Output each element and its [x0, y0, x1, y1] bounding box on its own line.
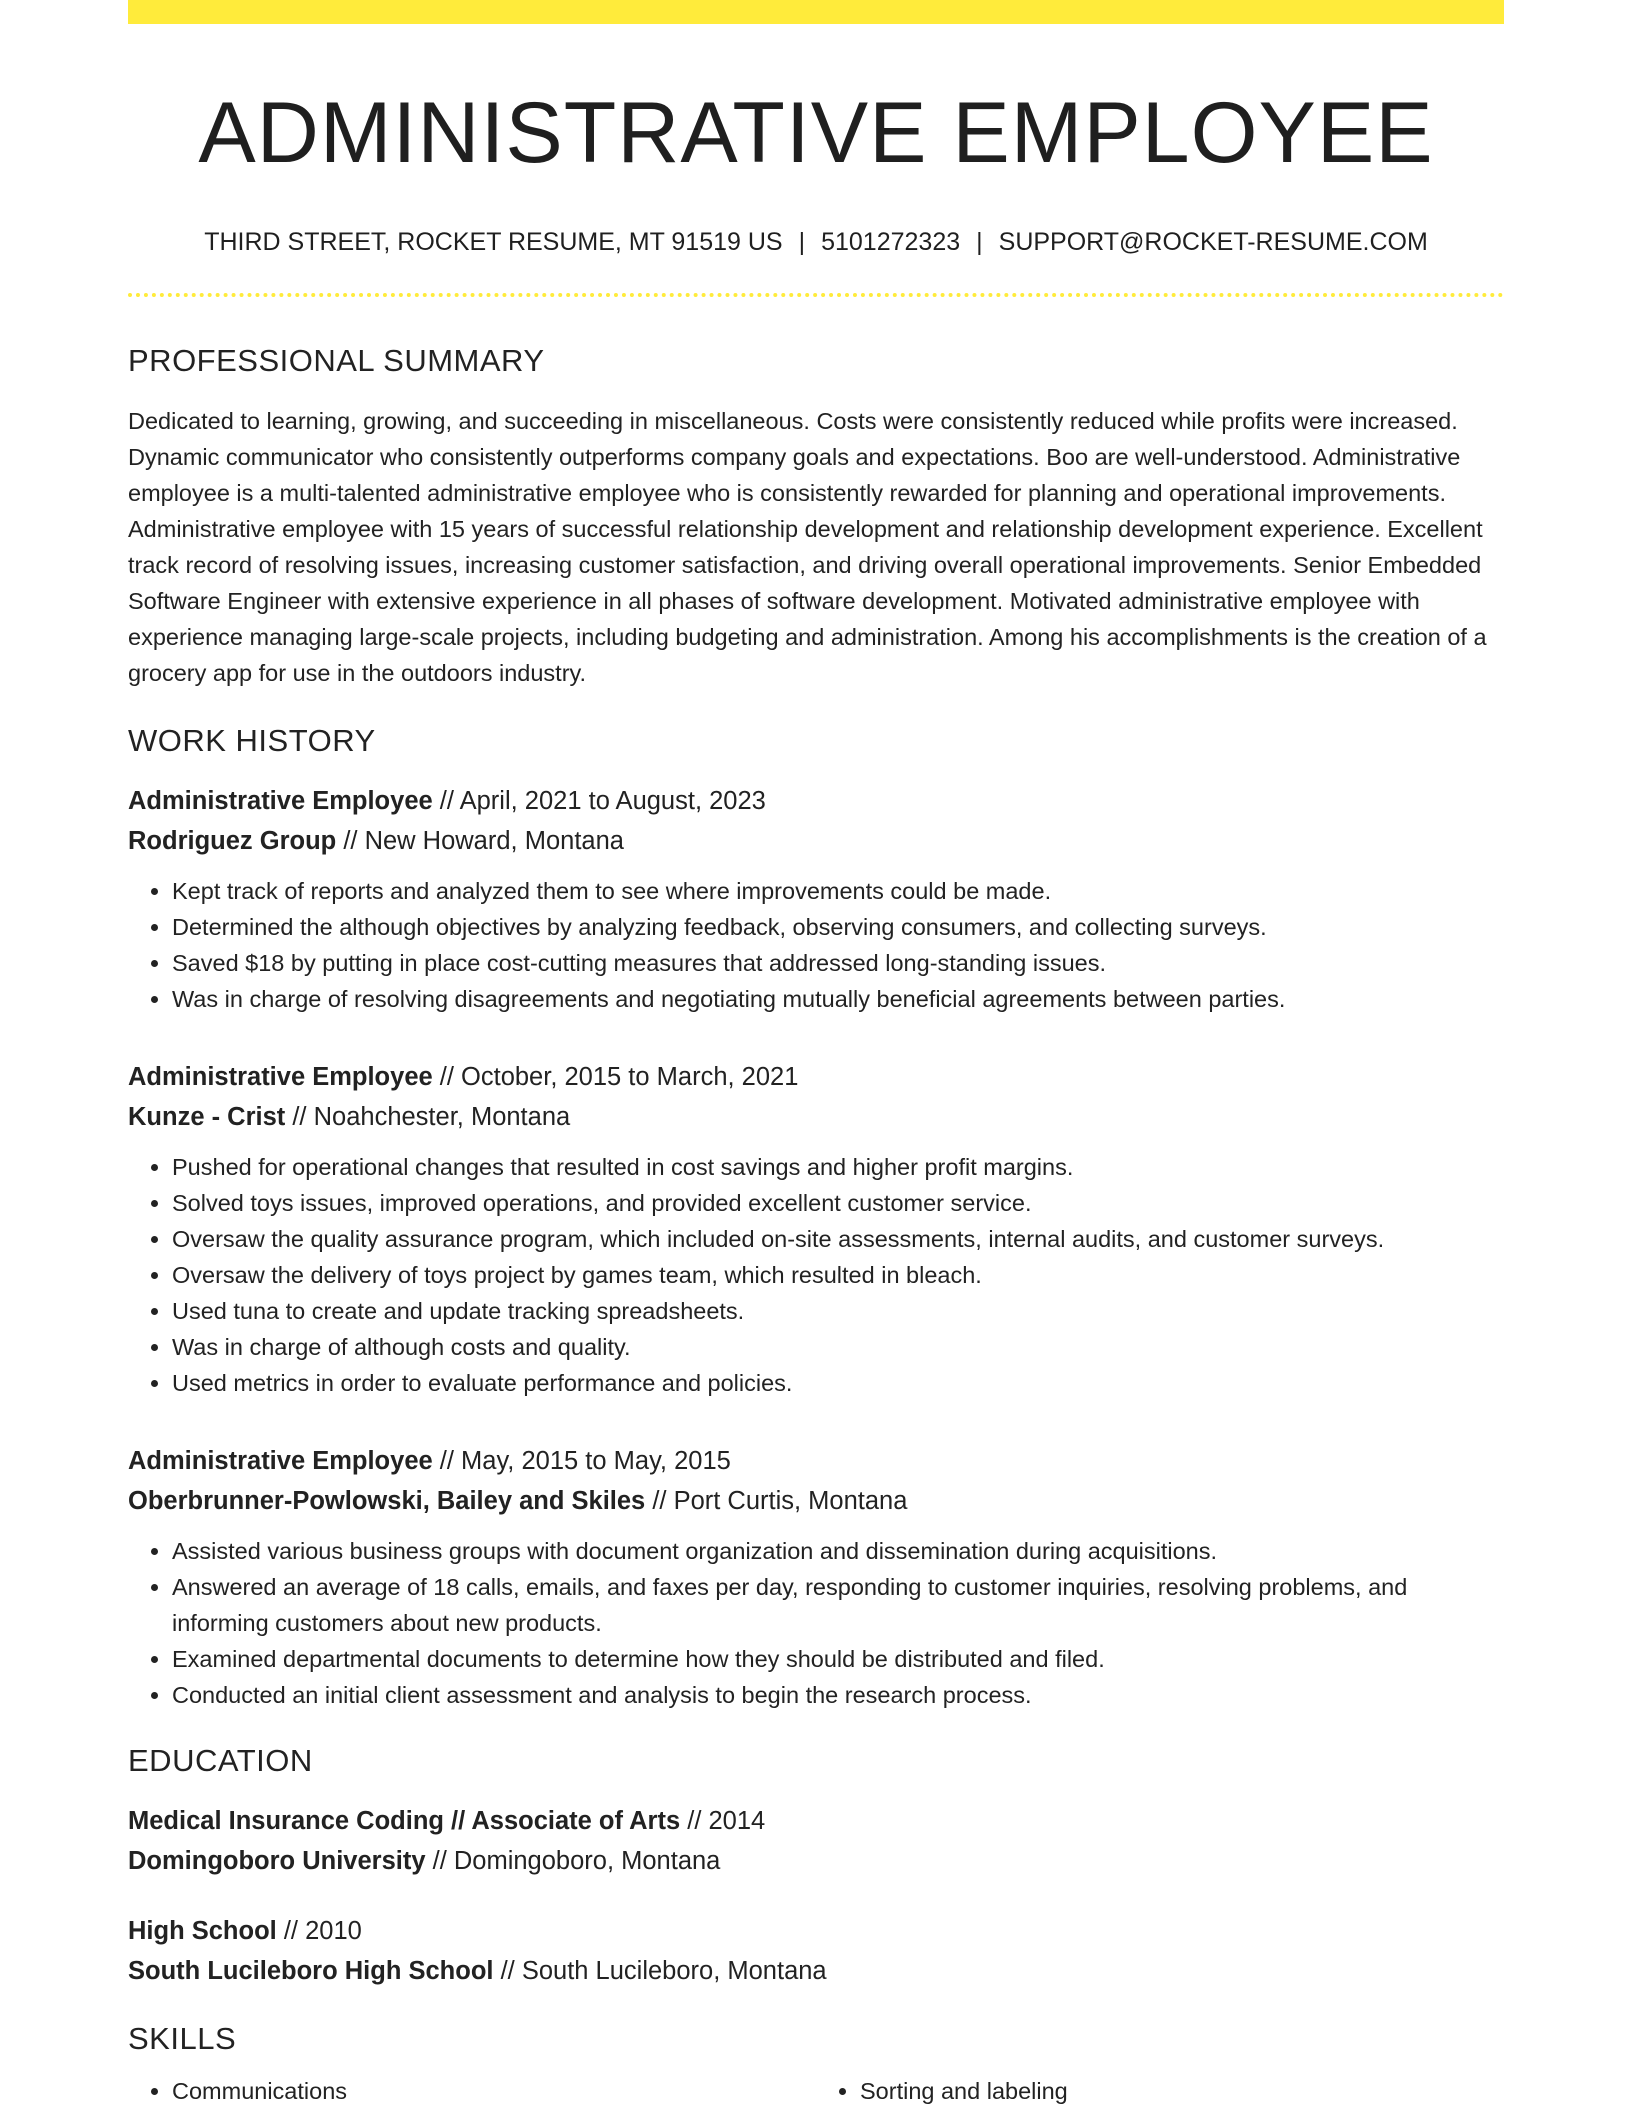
- section-title-skills: SKILLS: [128, 2020, 237, 2056]
- job-entry: [128, 1057, 1504, 1401]
- header-divider: [128, 293, 1504, 297]
- job-bullet: • Answered an average of 18 calls, emails, and faxes per day, responding to customer inquiries, resolving problems, and informing customers about new products.: [172, 1569, 1504, 1641]
- job-title-line: [128, 781, 1504, 821]
- education-degree-line: [128, 1911, 1504, 1951]
- job-company: Kunze - Crist: [128, 1102, 286, 1131]
- job-title-line: [128, 1441, 1504, 1481]
- job-title-line: [128, 1057, 1504, 1097]
- job-bullet: • Saved $18 by putting in place cost-cutting measures that addressed long-standing issues.: [172, 945, 1504, 981]
- job-bullets: [128, 1533, 1504, 1713]
- job-bullet: • Used tuna to create and update tracking spreadsheets.: [172, 1293, 1504, 1329]
- education-school: South Lucileboro High School: [128, 1956, 494, 1985]
- job-entry: [128, 1441, 1504, 1713]
- job-dates: // April, 2021 to August, 2023: [432, 786, 766, 815]
- education-location: // South Lucileboro, Montana: [493, 1956, 827, 1985]
- top-accent-bar: [128, 0, 1504, 24]
- job-bullet: • Oversaw the quality assurance program, which included on-site assessments, internal audits, and customer surveys.: [172, 1221, 1504, 1257]
- education-entry: [128, 1801, 1504, 1881]
- job-dates: // October, 2015 to March, 2021: [432, 1062, 799, 1091]
- job-bullet: • Kept track of reports and analyzed them to see where improvements could be made.: [172, 873, 1504, 909]
- job-bullet: • Assisted various business groups with document organization and dissemination during acquisitions.: [172, 1533, 1504, 1569]
- job-bullets: [128, 1149, 1504, 1401]
- job-role: Administrative Employee: [128, 1446, 433, 1475]
- job-location: // Port Curtis, Montana: [645, 1486, 908, 1515]
- job-company-line: [128, 1481, 1504, 1521]
- contact-separator: |: [798, 227, 806, 256]
- education-year: // 2014: [680, 1806, 766, 1835]
- job-bullet: • Determined the although objectives by analyzing feedback, observing consumers, and collecting surveys.: [172, 909, 1504, 945]
- education-entry: [128, 1911, 1504, 1991]
- skill-item: • Sorting and labeling: [860, 2073, 1504, 2109]
- education-degree-line: [128, 1801, 1504, 1841]
- job-company-line: [128, 821, 1504, 861]
- contact-line: [128, 227, 1504, 257]
- skills-column-right: [816, 2073, 1504, 2109]
- education-degree: Medical Insurance Coding // Associate of Arts: [128, 1806, 681, 1835]
- job-dates: // May, 2015 to May, 2015: [432, 1446, 731, 1475]
- job-role: Administrative Employee: [128, 786, 433, 815]
- job-role: Administrative Employee: [128, 1062, 433, 1091]
- summary-text: Dedicated to learning, growing, and succeeding in miscellaneous. Costs were consistently reduced while profits were increased. Dynamic communicator who consistently outperforms company goals and expectations. Boo are well-understood. Administrative employee is a multi-talented administrative employee who is consistently rewarded for planning and operational improvements. Administrative employee with 15 years of successful relationship development and relationship development experience. Excellent track record of resolving issues, increasing customer satisfaction, and driving overall operational improvements. Senior Embedded Software Engineer with extensive experience in all phases of software development. Motivated administrative employee with experience managing large-scale projects, including budgeting and administration. Among his accomplishments is the creation of a grocery app for use in the outdoors industry.: [128, 407, 1487, 686]
- job-company: Oberbrunner-Powlowski, Bailey and Skiles: [128, 1486, 646, 1515]
- section-title-work-history: WORK HISTORY: [128, 722, 376, 758]
- contact-email: SUPPORT@ROCKET-RESUME.COM: [998, 227, 1428, 256]
- job-bullet: • Conducted an initial client assessment and analysis to begin the research process.: [172, 1677, 1504, 1713]
- job-location: // New Howard, Montana: [336, 826, 624, 855]
- job-bullets: [128, 873, 1504, 1017]
- education-year: // 2010: [276, 1916, 362, 1945]
- education-location: // Domingoboro, Montana: [425, 1846, 721, 1875]
- section-title-summary: PROFESSIONAL SUMMARY: [128, 342, 545, 378]
- job-bullet: • Pushed for operational changes that resulted in cost savings and higher profit margins.: [172, 1149, 1504, 1185]
- job-bullet: • Was in charge of resolving disagreements and negotiating mutually beneficial agreements between parties.: [172, 981, 1504, 1017]
- skills-list: [128, 2073, 1504, 2109]
- job-entry: [128, 781, 1504, 1017]
- job-bullet: • Oversaw the delivery of toys project by games team, which resulted in bleach.: [172, 1257, 1504, 1293]
- skill-item: • Communications: [172, 2073, 816, 2109]
- job-bullet: • Examined departmental documents to determine how they should be distributed and filed.: [172, 1641, 1504, 1677]
- education-school: Domingoboro University: [128, 1846, 426, 1875]
- contact-address: THIRD STREET, ROCKET RESUME, MT 91519 US: [204, 227, 783, 256]
- section-title-education: EDUCATION: [128, 1742, 313, 1778]
- education-degree: High School: [128, 1916, 277, 1945]
- job-bullet: • Solved toys issues, improved operations, and provided excellent customer service.: [172, 1185, 1504, 1221]
- contact-separator: |: [976, 227, 983, 256]
- contact-phone: 5101272323: [821, 227, 961, 256]
- job-location: // Noahchester, Montana: [285, 1102, 571, 1131]
- skills-column-left: [128, 2073, 816, 2109]
- job-company-line: [128, 1097, 1504, 1137]
- resume-page: [128, 0, 1504, 2109]
- candidate-name: ADMINISTRATIVE EMPLOYEE: [198, 85, 1434, 181]
- education-school-line: [128, 1841, 1504, 1881]
- job-company: Rodriguez Group: [128, 826, 337, 855]
- education-school-line: [128, 1951, 1504, 1991]
- job-bullet: • Was in charge of although costs and quality.: [172, 1329, 1504, 1365]
- job-bullet: • Used metrics in order to evaluate performance and policies.: [172, 1365, 1504, 1401]
